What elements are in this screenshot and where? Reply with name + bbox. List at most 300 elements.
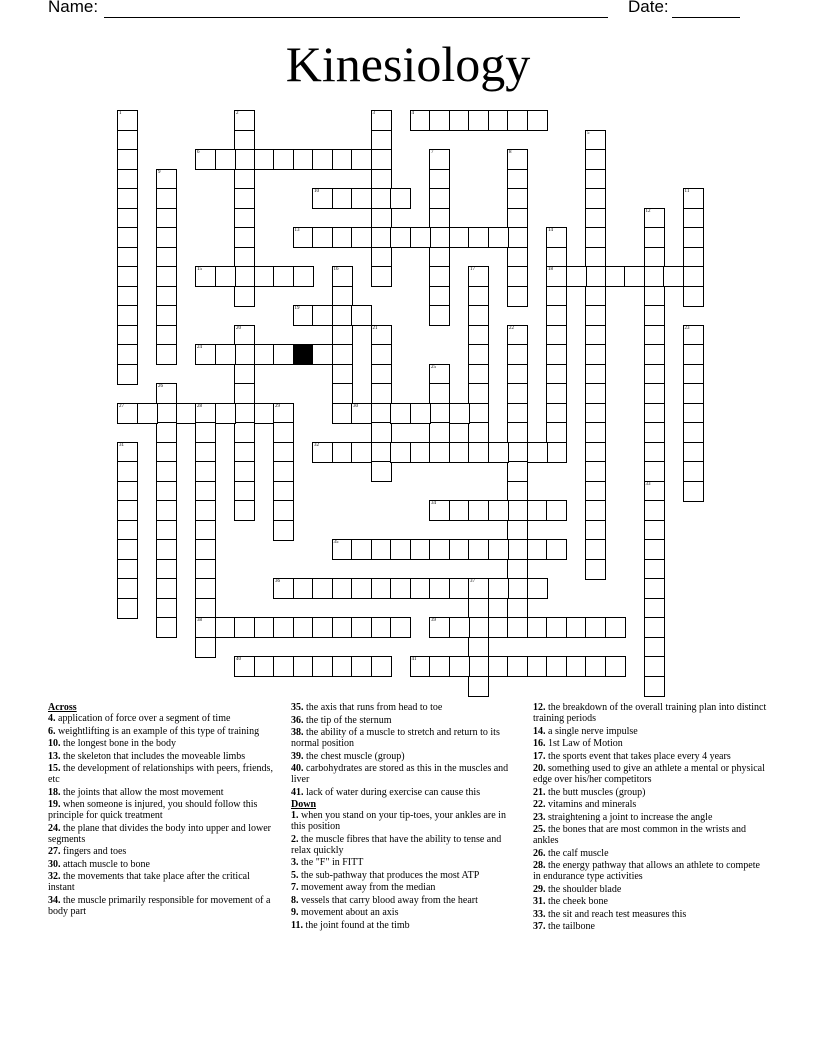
crossword-cell[interactable] xyxy=(293,305,314,326)
crossword-cell[interactable] xyxy=(644,598,665,619)
crossword-cell[interactable] xyxy=(585,617,606,638)
crossword-cell[interactable] xyxy=(507,364,528,385)
crossword-cell[interactable] xyxy=(371,188,392,209)
crossword-cell[interactable] xyxy=(507,656,528,677)
crossword-cell[interactable] xyxy=(156,539,177,560)
crossword-cell[interactable] xyxy=(371,247,392,268)
crossword-cell[interactable] xyxy=(273,403,294,424)
crossword-cell[interactable] xyxy=(683,286,704,307)
crossword-cell[interactable] xyxy=(234,110,255,131)
crossword-cell[interactable] xyxy=(546,325,567,346)
crossword-cell[interactable] xyxy=(449,578,470,599)
crossword-cell[interactable] xyxy=(507,442,528,463)
crossword-cell[interactable] xyxy=(156,227,177,248)
crossword-cell[interactable] xyxy=(390,442,411,463)
crossword-cell[interactable] xyxy=(312,305,333,326)
crossword-cell[interactable] xyxy=(117,305,138,326)
crossword-cell[interactable] xyxy=(546,500,567,521)
crossword-cell[interactable] xyxy=(624,266,645,287)
crossword-cell[interactable] xyxy=(507,598,528,619)
crossword-cell[interactable] xyxy=(273,617,294,638)
crossword-cell[interactable] xyxy=(644,286,665,307)
crossword-cell[interactable] xyxy=(429,500,450,521)
crossword-cell[interactable] xyxy=(468,539,489,560)
crossword-cell[interactable] xyxy=(195,539,216,560)
crossword-cell[interactable] xyxy=(507,481,528,502)
crossword-cell[interactable] xyxy=(332,442,353,463)
crossword-cell[interactable] xyxy=(234,208,255,229)
crossword-cell[interactable] xyxy=(293,227,314,248)
crossword-cell[interactable] xyxy=(410,110,431,131)
crossword-cell[interactable] xyxy=(468,266,489,287)
crossword-cell[interactable] xyxy=(644,461,665,482)
crossword-cell[interactable] xyxy=(332,539,353,560)
crossword-cell[interactable] xyxy=(273,442,294,463)
crossword-cell[interactable] xyxy=(215,344,236,365)
crossword-cell[interactable] xyxy=(117,500,138,521)
crossword-cell[interactable] xyxy=(156,403,177,424)
crossword-cell[interactable] xyxy=(234,325,255,346)
crossword-cell[interactable] xyxy=(390,578,411,599)
crossword-cell[interactable] xyxy=(332,383,353,404)
crossword-cell[interactable] xyxy=(117,461,138,482)
crossword-cell[interactable] xyxy=(585,305,606,326)
crossword-cell[interactable] xyxy=(585,422,606,443)
crossword-cell[interactable] xyxy=(468,676,489,697)
crossword-cell[interactable] xyxy=(273,520,294,541)
crossword-cell[interactable] xyxy=(585,539,606,560)
crossword-cell[interactable] xyxy=(117,442,138,463)
crossword-cell[interactable] xyxy=(195,559,216,580)
crossword-cell[interactable] xyxy=(429,188,450,209)
crossword-cell[interactable] xyxy=(254,617,275,638)
crossword-cell[interactable] xyxy=(332,325,353,346)
crossword-cell[interactable] xyxy=(254,344,275,365)
crossword-cell[interactable] xyxy=(273,578,294,599)
crossword-cell[interactable] xyxy=(644,227,665,248)
crossword-cell[interactable] xyxy=(468,578,489,599)
crossword-cell[interactable] xyxy=(195,422,216,443)
crossword-cell[interactable] xyxy=(156,266,177,287)
crossword-cell[interactable] xyxy=(371,461,392,482)
crossword-cell[interactable] xyxy=(117,481,138,502)
crossword-cell[interactable] xyxy=(429,305,450,326)
crossword-cell[interactable] xyxy=(371,169,392,190)
crossword-cell[interactable] xyxy=(332,266,353,287)
crossword-cell[interactable] xyxy=(566,617,587,638)
crossword-cell[interactable] xyxy=(371,149,392,170)
crossword-cell[interactable] xyxy=(371,110,392,131)
crossword-cell[interactable] xyxy=(195,266,216,287)
crossword-cell[interactable] xyxy=(507,617,528,638)
crossword-cell[interactable] xyxy=(468,325,489,346)
crossword-cell[interactable] xyxy=(546,656,567,677)
crossword-cell[interactable] xyxy=(156,578,177,599)
crossword-cell[interactable] xyxy=(254,403,275,424)
crossword-cell[interactable] xyxy=(683,383,704,404)
crossword-cell[interactable] xyxy=(429,578,450,599)
crossword-cell[interactable] xyxy=(585,188,606,209)
crossword-cell[interactable] xyxy=(234,227,255,248)
crossword-cell[interactable] xyxy=(234,149,255,170)
crossword-cell[interactable] xyxy=(293,578,314,599)
crossword-cell[interactable] xyxy=(195,461,216,482)
crossword-cell[interactable] xyxy=(429,383,450,404)
crossword-cell[interactable] xyxy=(585,520,606,541)
crossword-cell[interactable] xyxy=(429,617,450,638)
crossword-cell[interactable] xyxy=(390,403,411,424)
crossword-cell[interactable] xyxy=(351,227,372,248)
crossword-cell[interactable] xyxy=(585,364,606,385)
crossword-cell[interactable] xyxy=(390,188,411,209)
crossword-cell[interactable] xyxy=(468,305,489,326)
crossword-cell[interactable] xyxy=(332,578,353,599)
crossword-cell[interactable] xyxy=(644,500,665,521)
crossword-cell[interactable] xyxy=(663,266,684,287)
crossword-cell[interactable] xyxy=(351,403,372,424)
crossword-cell[interactable] xyxy=(156,169,177,190)
crossword-cell[interactable] xyxy=(527,110,548,131)
crossword-cell[interactable] xyxy=(507,559,528,580)
crossword-cell[interactable] xyxy=(371,364,392,385)
crossword-cell[interactable] xyxy=(156,461,177,482)
crossword-cell[interactable] xyxy=(507,325,528,346)
crossword-cell[interactable] xyxy=(546,344,567,365)
crossword-cell[interactable] xyxy=(644,442,665,463)
crossword-cell[interactable] xyxy=(312,617,333,638)
crossword-cell[interactable] xyxy=(429,539,450,560)
crossword-cell[interactable] xyxy=(468,344,489,365)
crossword-cell[interactable] xyxy=(234,656,255,677)
crossword-cell[interactable] xyxy=(644,539,665,560)
crossword-cell[interactable] xyxy=(390,227,411,248)
crossword-cell[interactable] xyxy=(156,422,177,443)
crossword-cell[interactable] xyxy=(195,442,216,463)
crossword-cell[interactable] xyxy=(156,188,177,209)
crossword-cell[interactable] xyxy=(195,481,216,502)
crossword-cell[interactable] xyxy=(546,247,567,268)
crossword-cell[interactable] xyxy=(527,578,548,599)
crossword-cell[interactable] xyxy=(332,403,353,424)
crossword-cell[interactable] xyxy=(351,442,372,463)
crossword-cell[interactable] xyxy=(117,266,138,287)
crossword-cell[interactable] xyxy=(585,500,606,521)
crossword-cell[interactable] xyxy=(117,247,138,268)
crossword-cell[interactable] xyxy=(507,461,528,482)
crossword-cell[interactable] xyxy=(644,403,665,424)
crossword-cell[interactable] xyxy=(429,266,450,287)
crossword-cell[interactable] xyxy=(683,208,704,229)
crossword-cell[interactable] xyxy=(683,266,704,287)
crossword-cell[interactable] xyxy=(156,286,177,307)
crossword-cell[interactable] xyxy=(293,656,314,677)
crossword-cell[interactable] xyxy=(683,227,704,248)
crossword-cell[interactable] xyxy=(234,617,255,638)
crossword-cell[interactable] xyxy=(449,403,470,424)
crossword-cell[interactable] xyxy=(546,266,567,287)
crossword-cell[interactable] xyxy=(468,364,489,385)
crossword-cell[interactable] xyxy=(410,656,431,677)
crossword-cell[interactable] xyxy=(332,617,353,638)
crossword-cell[interactable] xyxy=(215,403,236,424)
crossword-cell[interactable] xyxy=(683,344,704,365)
crossword-cell[interactable] xyxy=(312,442,333,463)
crossword-cell[interactable] xyxy=(332,149,353,170)
crossword-cell[interactable] xyxy=(332,227,353,248)
crossword-cell[interactable] xyxy=(585,656,606,677)
crossword-cell[interactable] xyxy=(234,188,255,209)
crossword-cell[interactable] xyxy=(410,578,431,599)
crossword-cell[interactable] xyxy=(332,188,353,209)
crossword-cell[interactable] xyxy=(507,344,528,365)
crossword-cell[interactable] xyxy=(351,149,372,170)
crossword-cell[interactable] xyxy=(683,442,704,463)
crossword-cell[interactable] xyxy=(293,149,314,170)
crossword-cell[interactable] xyxy=(410,403,431,424)
crossword-cell[interactable] xyxy=(390,617,411,638)
crossword-cell[interactable] xyxy=(117,520,138,541)
crossword-cell[interactable] xyxy=(312,227,333,248)
crossword-cell[interactable] xyxy=(351,617,372,638)
crossword-cell[interactable] xyxy=(312,656,333,677)
crossword-cell[interactable] xyxy=(371,227,392,248)
crossword-cell[interactable] xyxy=(488,539,509,560)
crossword-cell[interactable] xyxy=(312,149,333,170)
crossword-cell[interactable] xyxy=(585,266,606,287)
crossword-cell[interactable] xyxy=(273,461,294,482)
crossword-cell[interactable] xyxy=(156,442,177,463)
crossword-cell[interactable] xyxy=(507,110,528,131)
crossword-cell[interactable] xyxy=(195,520,216,541)
crossword-cell[interactable] xyxy=(117,110,138,131)
crossword-cell[interactable] xyxy=(117,403,138,424)
crossword-cell[interactable] xyxy=(351,188,372,209)
crossword-cell[interactable] xyxy=(273,149,294,170)
crossword-cell[interactable] xyxy=(156,247,177,268)
crossword-cell[interactable] xyxy=(488,442,509,463)
crossword-cell[interactable] xyxy=(429,442,450,463)
crossword-cell[interactable] xyxy=(644,266,665,287)
crossword-cell[interactable] xyxy=(644,656,665,677)
crossword-cell[interactable] xyxy=(351,656,372,677)
crossword-cell[interactable] xyxy=(585,286,606,307)
crossword-cell[interactable] xyxy=(117,227,138,248)
crossword-cell[interactable] xyxy=(468,656,489,677)
crossword-cell[interactable] xyxy=(488,617,509,638)
crossword-cell[interactable] xyxy=(351,305,372,326)
crossword-cell[interactable] xyxy=(156,325,177,346)
crossword-cell[interactable] xyxy=(449,539,470,560)
crossword-cell[interactable] xyxy=(644,364,665,385)
crossword-cell[interactable] xyxy=(332,305,353,326)
crossword-cell[interactable] xyxy=(117,578,138,599)
crossword-cell[interactable] xyxy=(468,442,489,463)
crossword-cell[interactable] xyxy=(644,247,665,268)
crossword-cell[interactable] xyxy=(234,364,255,385)
crossword-cell[interactable] xyxy=(234,383,255,404)
crossword-cell[interactable] xyxy=(468,637,489,658)
crossword-cell[interactable] xyxy=(234,481,255,502)
crossword-cell[interactable] xyxy=(683,461,704,482)
crossword-cell[interactable] xyxy=(429,364,450,385)
crossword-cell[interactable] xyxy=(351,578,372,599)
crossword-cell[interactable] xyxy=(585,481,606,502)
crossword-cell[interactable] xyxy=(117,208,138,229)
crossword-cell[interactable] xyxy=(176,403,197,424)
crossword-cell[interactable] xyxy=(488,578,509,599)
crossword-cell[interactable] xyxy=(507,539,528,560)
crossword-cell[interactable] xyxy=(605,617,626,638)
crossword-cell[interactable] xyxy=(585,344,606,365)
crossword-cell[interactable] xyxy=(644,344,665,365)
crossword-cell[interactable] xyxy=(507,266,528,287)
crossword-cell[interactable] xyxy=(371,266,392,287)
crossword-cell[interactable] xyxy=(546,442,567,463)
crossword-cell[interactable] xyxy=(449,227,470,248)
crossword-cell[interactable] xyxy=(215,149,236,170)
crossword-cell[interactable] xyxy=(488,227,509,248)
crossword-cell[interactable] xyxy=(156,598,177,619)
crossword-cell[interactable] xyxy=(371,383,392,404)
crossword-cell[interactable] xyxy=(234,130,255,151)
crossword-cell[interactable] xyxy=(546,305,567,326)
crossword-cell[interactable] xyxy=(507,169,528,190)
crossword-cell[interactable] xyxy=(527,442,548,463)
crossword-cell[interactable] xyxy=(254,149,275,170)
crossword-cell[interactable] xyxy=(117,559,138,580)
crossword-cell[interactable] xyxy=(312,344,333,365)
crossword-cell[interactable] xyxy=(117,169,138,190)
crossword-cell[interactable] xyxy=(507,500,528,521)
crossword-cell[interactable] xyxy=(507,403,528,424)
crossword-cell[interactable] xyxy=(117,344,138,365)
crossword-cell[interactable] xyxy=(429,208,450,229)
crossword-cell[interactable] xyxy=(644,208,665,229)
crossword-cell[interactable] xyxy=(683,247,704,268)
crossword-cell[interactable] xyxy=(195,149,216,170)
crossword-cell[interactable] xyxy=(156,305,177,326)
crossword-cell[interactable] xyxy=(644,637,665,658)
crossword-cell[interactable] xyxy=(273,422,294,443)
crossword-cell[interactable] xyxy=(507,520,528,541)
crossword-cell[interactable] xyxy=(273,500,294,521)
crossword-cell[interactable] xyxy=(195,617,216,638)
crossword-cell[interactable] xyxy=(644,325,665,346)
crossword-cell[interactable] xyxy=(585,403,606,424)
crossword-cell[interactable] xyxy=(585,227,606,248)
crossword-cell[interactable] xyxy=(371,578,392,599)
crossword-cell[interactable] xyxy=(371,130,392,151)
crossword-cell[interactable] xyxy=(488,110,509,131)
crossword-cell[interactable] xyxy=(585,149,606,170)
crossword-cell[interactable] xyxy=(507,247,528,268)
crossword-cell[interactable] xyxy=(468,617,489,638)
crossword-cell[interactable] xyxy=(234,266,255,287)
crossword-cell[interactable] xyxy=(137,403,158,424)
crossword-cell[interactable] xyxy=(254,266,275,287)
crossword-cell[interactable] xyxy=(156,481,177,502)
crossword-cell[interactable] xyxy=(683,422,704,443)
crossword-cell[interactable] xyxy=(332,286,353,307)
crossword-cell[interactable] xyxy=(371,403,392,424)
crossword-cell[interactable] xyxy=(644,676,665,697)
crossword-cell[interactable] xyxy=(390,539,411,560)
crossword-cell[interactable] xyxy=(683,364,704,385)
crossword-cell[interactable] xyxy=(117,598,138,619)
crossword-cell[interactable] xyxy=(507,383,528,404)
crossword-cell[interactable] xyxy=(371,344,392,365)
crossword-cell[interactable] xyxy=(683,188,704,209)
crossword-cell[interactable] xyxy=(351,539,372,560)
crossword-cell[interactable] xyxy=(644,617,665,638)
crossword-cell[interactable] xyxy=(234,461,255,482)
crossword-cell[interactable] xyxy=(371,617,392,638)
crossword-cell[interactable] xyxy=(273,481,294,502)
crossword-cell[interactable] xyxy=(195,598,216,619)
crossword-cell[interactable] xyxy=(156,383,177,404)
crossword-cell[interactable] xyxy=(644,578,665,599)
crossword-cell[interactable] xyxy=(683,481,704,502)
crossword-cell[interactable] xyxy=(605,656,626,677)
crossword-cell[interactable] xyxy=(585,461,606,482)
crossword-cell[interactable] xyxy=(468,286,489,307)
crossword-cell[interactable] xyxy=(429,149,450,170)
crossword-cell[interactable] xyxy=(546,422,567,443)
crossword-cell[interactable] xyxy=(546,539,567,560)
crossword-cell[interactable] xyxy=(644,383,665,404)
crossword-cell[interactable] xyxy=(371,442,392,463)
crossword-cell[interactable] xyxy=(683,325,704,346)
crossword-cell[interactable] xyxy=(546,617,567,638)
crossword-cell[interactable] xyxy=(234,403,255,424)
crossword-cell[interactable] xyxy=(117,325,138,346)
crossword-cell[interactable] xyxy=(371,208,392,229)
crossword-cell[interactable] xyxy=(507,149,528,170)
crossword-cell[interactable] xyxy=(429,403,450,424)
crossword-cell[interactable] xyxy=(507,208,528,229)
crossword-cell[interactable] xyxy=(429,286,450,307)
crossword-cell[interactable] xyxy=(429,247,450,268)
crossword-cell[interactable] xyxy=(429,656,450,677)
crossword-cell[interactable] xyxy=(195,500,216,521)
crossword-cell[interactable] xyxy=(429,110,450,131)
crossword-cell[interactable] xyxy=(546,286,567,307)
crossword-cell[interactable] xyxy=(312,188,333,209)
crossword-cell[interactable] xyxy=(585,442,606,463)
crossword-cell[interactable] xyxy=(429,169,450,190)
crossword-cell[interactable] xyxy=(585,130,606,151)
crossword-cell[interactable] xyxy=(468,598,489,619)
crossword-cell[interactable] xyxy=(332,344,353,365)
crossword-cell[interactable] xyxy=(468,403,489,424)
crossword-cell[interactable] xyxy=(117,286,138,307)
crossword-cell[interactable] xyxy=(507,422,528,443)
crossword-cell[interactable] xyxy=(234,500,255,521)
crossword-cell[interactable] xyxy=(449,656,470,677)
crossword-cell[interactable] xyxy=(117,130,138,151)
crossword-cell[interactable] xyxy=(585,559,606,580)
crossword-cell[interactable] xyxy=(429,227,450,248)
crossword-cell[interactable] xyxy=(156,520,177,541)
crossword-cell[interactable] xyxy=(234,247,255,268)
crossword-cell[interactable] xyxy=(410,442,431,463)
crossword-cell[interactable] xyxy=(468,227,489,248)
crossword-cell[interactable] xyxy=(585,208,606,229)
crossword-cell[interactable] xyxy=(234,442,255,463)
crossword-cell[interactable] xyxy=(195,637,216,658)
crossword-cell[interactable] xyxy=(195,578,216,599)
crossword-cell[interactable] xyxy=(195,344,216,365)
